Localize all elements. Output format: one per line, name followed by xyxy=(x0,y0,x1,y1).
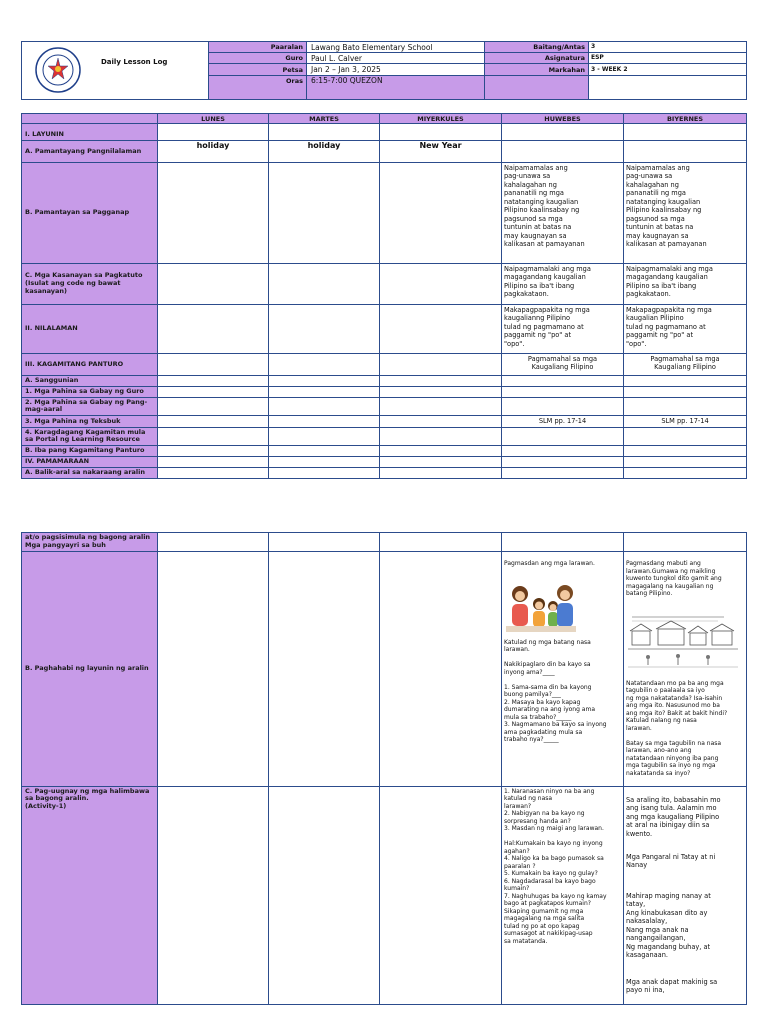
cell xyxy=(269,416,380,427)
kagamitang-biyernes: Pagmamahal sa mga Kaugaliang Filipino xyxy=(624,354,747,376)
cell xyxy=(380,533,502,552)
cell xyxy=(624,376,747,387)
cell xyxy=(380,416,502,427)
cell xyxy=(158,457,269,468)
cell xyxy=(624,533,747,552)
cell xyxy=(380,457,502,468)
kasanayan-biyernes: Naipagmamalaki ang mga magagandang kaugalian Pilipino sa iba't ibang pagkakataon. xyxy=(624,264,747,305)
table-row xyxy=(22,386,747,397)
cell xyxy=(380,376,502,387)
cell xyxy=(502,397,624,416)
cell xyxy=(502,457,624,468)
cell xyxy=(158,467,269,478)
cell xyxy=(269,467,380,478)
day-header-row xyxy=(22,114,747,124)
cell xyxy=(269,533,380,552)
cell xyxy=(269,786,380,1005)
kasanayan-huwebes: Naipagmamalaki ang mga magagandang kaugalian Pilipino sa iba't ibang pagkakataon. xyxy=(502,264,624,305)
paghahabi-huwebes-intro: Pagmasdan ang mga larawan. xyxy=(504,560,595,568)
day-header-biyernes: BIYERNES xyxy=(624,114,747,124)
cell xyxy=(502,533,624,552)
cell xyxy=(158,446,269,457)
uugnay-biyernes xyxy=(624,786,747,1005)
cell xyxy=(624,446,747,457)
cell xyxy=(158,533,269,552)
cell xyxy=(380,446,502,457)
cell xyxy=(269,305,380,354)
cell xyxy=(502,446,624,457)
document-title: Daily Lesson Log xyxy=(101,58,168,66)
baitang-label: Baitang/Antas xyxy=(485,42,589,53)
cell xyxy=(502,124,624,141)
cell xyxy=(380,786,502,1005)
cell xyxy=(624,427,747,446)
table-row xyxy=(22,457,747,468)
row-label-pag-uugnay: C. Pag-uugnay ng mga halimbawa sa bagong aralin. (Activity-1) xyxy=(22,786,158,1005)
cell xyxy=(158,416,269,427)
cell xyxy=(269,446,380,457)
cell xyxy=(158,163,269,264)
cell xyxy=(269,386,380,397)
table-row xyxy=(22,533,747,552)
poem-stanza-1: Mahirap maging nanay at tatay, Ang kinabukasan dito ay nakasalalay, Nang mga anak na nangangailangan, Ng magandang buhay, at kasaganaan. xyxy=(626,891,711,960)
table-row xyxy=(22,163,747,264)
paghahabi-biyernes-questions: Natatandaan mo pa ba ang mga tagubilin o paalaala sa iyo ng mga nakatatanda? Isa-isahin ang mga ito. Nasusunod mo ba ang mga ito? Bakit at bakit hindi? Katulad nalang ng nasa larawan. Batay sa mga tagubilin na nasa larawan, ano-ano ang natatandaan ninyong iba pang mga tagubilin sa inyo ng mga nakatatanda sa inyo? xyxy=(626,679,728,777)
day-header-huwebes: HUWEBES xyxy=(502,114,624,124)
cell xyxy=(269,551,380,786)
row-label-pamantayang-pangnilalaman: A. Pamantayang Pangnilalaman xyxy=(22,141,158,163)
cell xyxy=(158,786,269,1005)
cell xyxy=(269,427,380,446)
row-label-gabay-guro: 1. Mga Pahina sa Gabay ng Guro xyxy=(22,386,158,397)
cell xyxy=(624,124,747,141)
cell xyxy=(380,551,502,786)
cell xyxy=(502,427,624,446)
paghahabi-huwebes xyxy=(502,551,624,786)
cell xyxy=(380,264,502,305)
empty-header-cell xyxy=(589,76,747,100)
table-row xyxy=(22,376,747,387)
row-label-kasanayan: C. Mga Kasanayan sa Pagkatuto (Isulat ang code ng bawat kasanayan) xyxy=(22,264,158,305)
table-row xyxy=(22,467,747,478)
markahan-label: Markahan xyxy=(485,64,589,76)
logo-cell xyxy=(22,42,209,100)
cell xyxy=(502,467,624,478)
poem-stanza-2: Mga anak dapat makinig sa payo ni ina, xyxy=(626,977,718,995)
cell xyxy=(158,427,269,446)
cell xyxy=(158,397,269,416)
day-header-lunes: LUNES xyxy=(158,114,269,124)
table-row xyxy=(22,397,747,416)
table-row xyxy=(22,551,747,786)
village-illustration xyxy=(628,609,740,671)
cell xyxy=(380,386,502,397)
table-row xyxy=(22,427,747,446)
paghahabi-biyernes-intro: Pagmasdang mabuti ang larawan.Gumawa ng maikling kuwento tungkol dito gamit ang magagalang na kaugalian ng batang Pilipino. xyxy=(626,560,722,598)
table-row xyxy=(22,141,747,163)
cell xyxy=(624,397,747,416)
day-header-miyerkules: MIYERKULES xyxy=(380,114,502,124)
pagganap-biyernes: Naipamamalas ang pag-unawa sa kahalagahan ng pananatili ng mga natatanging kaugalian Pilipino kaalinsabay ng pagsunod sa mga tuntunin at batas na may kaugnayan sa kalikasan at pamayanan xyxy=(624,163,747,264)
paaralan-value: Lawang Bato Elementary School xyxy=(307,42,485,53)
baitang-value: 3 xyxy=(589,42,747,53)
cell xyxy=(502,386,624,397)
row-label-sanggunian: A. Sanggunian xyxy=(22,376,158,387)
table-row xyxy=(22,264,747,305)
cell xyxy=(380,163,502,264)
nilalaman-huwebes: Makapagpapakita ng mga kaugalianng Pilipino tulad ng pagmamano at paggamit ng "po" at "opo". xyxy=(502,305,624,354)
cell xyxy=(502,141,624,163)
cell xyxy=(380,397,502,416)
row-label-iba-pang: B. Iba pang Kagamitang Panturo xyxy=(22,446,158,457)
paghahabi-huwebes-questions: Katulad ng mga batang nasa larawan. Nakikipaglaro din ba kayo sa inyong ama?____ 1. Sama-sama din ba kayong buong pamilya?___ 2. Masaya ba kayo kapag dumarating na ang iyong ama mula sa trabaho?_____ 3. Nagmamano ba kayo sa inyong ama pagkadating mula sa trabaho nya?_____ xyxy=(504,638,607,744)
guro-label: Guro xyxy=(209,53,307,64)
corner-cell xyxy=(22,114,158,124)
cell xyxy=(624,457,747,468)
table-row xyxy=(22,446,747,457)
paghahabi-biyernes xyxy=(624,551,747,786)
uugnay-biyernes-intro: Sa araling ito, babasahin mo ang isang tula. Aalamin mo ang mga kaugaliang Pilipino at aral na ibinigay diin sa kwento. xyxy=(626,796,721,838)
petsa-label: Petsa xyxy=(209,64,307,76)
poem-title: Mga Pangaral ni Tatay at ni Nanay xyxy=(626,852,716,870)
cell xyxy=(158,551,269,786)
table-row xyxy=(22,416,747,427)
cell xyxy=(158,305,269,354)
teksbuk-huwebes: SLM pp. 17-14 xyxy=(502,416,624,427)
table-row xyxy=(22,786,747,1005)
cell xyxy=(269,124,380,141)
oras-label: Oras xyxy=(209,76,307,100)
cell xyxy=(158,354,269,376)
row-label-balik-aral: A. Balik-aral sa nakaraang aralin xyxy=(22,467,158,478)
nilalaman-biyernes: Makapagpapakita ng mga kaugalian Pilipino tulad ng pagmamano at paggamit ng "po" at "opo". xyxy=(624,305,747,354)
deped-seal-icon xyxy=(34,46,82,94)
asignatura-label: Asignatura xyxy=(485,53,589,64)
row-label-teksbuk: 3. Mga Pahina ng Teksbuk xyxy=(22,416,158,427)
paaralan-label: Paaralan xyxy=(209,42,307,53)
row-label-karagdagang: 4. Karagdagang Kagamitan mula sa Portal ng Learning Resource xyxy=(22,427,158,446)
cell xyxy=(269,264,380,305)
holiday-miyerkules: New Year xyxy=(380,141,502,163)
petsa-value: Jan 2 – Jan 3, 2025 xyxy=(307,64,485,76)
table-row xyxy=(22,124,747,141)
day-header-martes: MARTES xyxy=(269,114,380,124)
row-label-gabay-mag-aaral: 2. Mga Pahina sa Gabay ng Pang- mag-aaral xyxy=(22,397,158,416)
cell xyxy=(158,264,269,305)
row-label-balik-aral-cont: at/o pagsisimula ng bagong aralin Mga pangyayri sa buh xyxy=(22,533,158,552)
cell xyxy=(624,141,747,163)
row-label-nilalaman: II. NILALAMAN xyxy=(22,305,158,354)
row-label-pamamaraan: IV. PAMAMARAAN xyxy=(22,457,158,468)
row-label-pamantayan-pagganap: B. Pamantayan sa Pagganap xyxy=(22,163,158,264)
lesson-table-1 xyxy=(21,113,747,479)
row-label-paghahabi: B. Paghahabi ng layunin ng aralin xyxy=(22,551,158,786)
cell xyxy=(269,376,380,387)
cell xyxy=(269,354,380,376)
lesson-table-2 xyxy=(21,532,747,1005)
row-label-kagamitang: III. KAGAMITANG PANTURO xyxy=(22,354,158,376)
table-row xyxy=(22,354,747,376)
uugnay-huwebes: 1. Naranasan ninyo na ba ang katulad ng nasa larawan? 2. Nabigyan na ba kayo ng sorpresang handa an? 3. Masdan ng maigi ang larawan. Hal:Kumakain ba kayo ng inyong agahan? 4. Naligo ka ba bago pumasok sa paaralan ? 5. Kumakain ba kayo ng gulay? 6. Nagdadarasal ba kayo bago kumain? 7. Naghuhugas ba kayo ng kamay bago at pagkatapos kumain? Sikaping gumamit ng mga magagalang na mga salita tulad ng po at opo kapag sumasagot at nakikipag-usap sa matatanda. xyxy=(502,786,624,1005)
cell xyxy=(158,386,269,397)
oras-value: 6:15-7:00 QUEZON xyxy=(307,76,485,100)
cell xyxy=(158,124,269,141)
cell xyxy=(269,397,380,416)
header-table xyxy=(21,41,747,100)
cell xyxy=(158,376,269,387)
cell xyxy=(624,467,747,478)
kagamitang-huwebes: Pagmamahal sa mga Kaugaliang Filipino xyxy=(502,354,624,376)
teksbuk-biyernes: SLM pp. 17-14 xyxy=(624,416,747,427)
table-row xyxy=(22,305,747,354)
cell xyxy=(269,163,380,264)
guro-value: Paul L. Calver xyxy=(307,53,485,64)
family-illustration xyxy=(506,578,576,632)
cell xyxy=(269,457,380,468)
row-label-layunin: I. LAYUNIN xyxy=(22,124,158,141)
cell xyxy=(502,376,624,387)
cell xyxy=(380,305,502,354)
cell xyxy=(380,124,502,141)
holiday-martes: holiday xyxy=(269,141,380,163)
holiday-lunes: holiday xyxy=(158,141,269,163)
cell xyxy=(380,427,502,446)
markahan-value: 3 - WEEK 2 xyxy=(589,64,747,76)
cell xyxy=(624,386,747,397)
asignatura-value: ESP xyxy=(589,53,747,64)
empty-header-cell xyxy=(485,76,589,100)
cell xyxy=(380,467,502,478)
pagganap-huwebes: Naipamamalas ang pag-unawa sa kahalagahan ng pananatili ng mga natatanging kaugalian Pilipino kaalinsabay ng pagsunod sa mga tuntunin at batas na may kaugnayan sa kalikasan at pamayanan xyxy=(502,163,624,264)
cell xyxy=(380,354,502,376)
